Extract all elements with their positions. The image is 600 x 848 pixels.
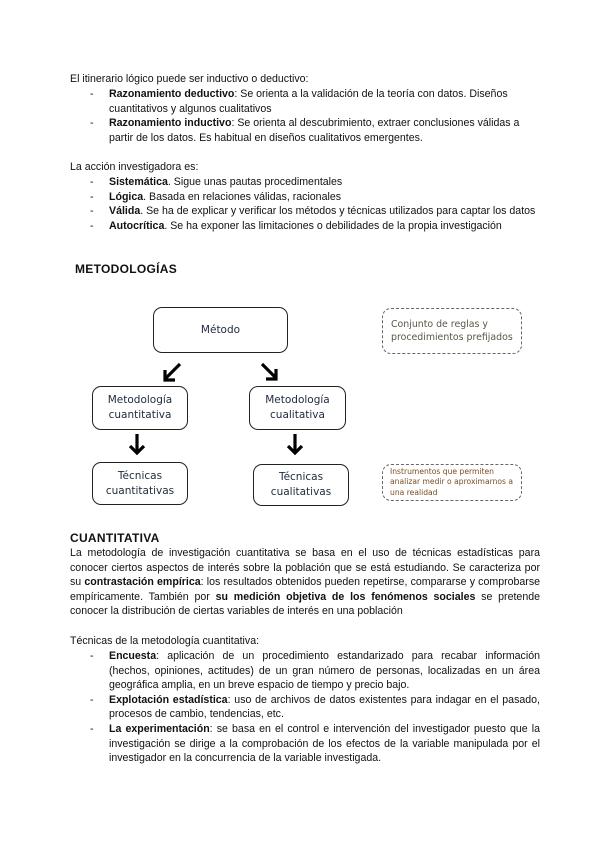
- techniques-intro: Técnicas de la metodología cuantitativa:: [70, 635, 260, 647]
- term: Encuesta: [109, 650, 157, 662]
- separator: :: [231, 117, 238, 130]
- list-marker: -: [90, 176, 94, 188]
- metodologia-cualitativa-box: [249, 386, 346, 430]
- term: La experimentación: [109, 722, 210, 735]
- cuantitativa-paragraph: [70, 546, 540, 619]
- itinerary-intro: El itinerario lógico puede ser inductivo o deductivo:: [70, 73, 309, 85]
- label-line-1: Técnicas: [117, 469, 163, 482]
- description: Basada en relaciones válidas, racionales: [149, 190, 342, 203]
- description: Se ha exponer las limitaciones o debilidades de la propia investigación: [170, 219, 502, 232]
- separator: :: [234, 88, 241, 100]
- tecnicas-definition-note: [382, 464, 522, 501]
- separator: :: [156, 650, 168, 662]
- label-line-2: cuantitativas: [105, 484, 175, 497]
- list-marker: -: [90, 117, 94, 130]
- separator: .: [164, 219, 171, 232]
- list-marker: -: [90, 650, 94, 662]
- emphasis-run: contrastación empírica: [84, 576, 201, 589]
- term: Razonamiento deductivo: [109, 88, 235, 100]
- list-marker: -: [90, 190, 94, 203]
- techniques-list: [88, 649, 540, 766]
- label-line-2: cualitativas: [270, 486, 332, 498]
- arrow-metodo-to-cualitativa: [262, 364, 276, 379]
- list-marker: -: [90, 205, 94, 218]
- label-line-2: cualitativa: [270, 409, 325, 421]
- tecnicas-cuantitativas-box: [92, 462, 188, 505]
- description: Se orienta a la validación de la teoría con datos. Diseños cuantitativos y algunos cualitativos: [109, 88, 508, 115]
- arrow-cuantitativa-to-tecnicas: [130, 434, 144, 453]
- emphasis-run: su medición objetiva de los fenómenos sociales: [215, 590, 476, 603]
- term: Sistemática: [109, 176, 168, 188]
- metodo-definition-note: [382, 308, 522, 354]
- description: uso de archivos de datos existentes para indagar en el pasado, procesos de cambio, tendencias, etc.: [109, 693, 540, 721]
- metodo-note-text: Conjunto de reglas y procedimientos prefijados: [391, 318, 513, 343]
- description: Se ha de explicar y verificar los métodos y técnicas utilizados para captar los datos: [146, 205, 536, 218]
- list-item: [88, 649, 540, 693]
- list-item: [88, 722, 540, 766]
- list-marker: -: [90, 88, 94, 100]
- cuantitativa-heading: CUANTITATIVA: [70, 531, 160, 545]
- term: Explotación estadística: [109, 693, 228, 706]
- list-item: [88, 693, 540, 722]
- label-line-1: Metodología: [107, 394, 173, 406]
- term: Válida: [109, 205, 141, 218]
- description: Sigue unas pautas procedimentales: [173, 176, 343, 188]
- arrow-cualitativa-to-tecnicas: [288, 434, 302, 453]
- separator: .: [140, 205, 147, 218]
- text-run: La metodología de investigación cuantitativa se basa en el uso de técnicas estadísticas para conocer ciertos aspectos de interés sobre la población que se está estudiando. Se caracteriza por su: [70, 547, 540, 589]
- description: se basa en el control e intervención del investigador puesto que la investigación se dirige a la comprobación de los efectos de la variable manipulada por el investigador en la concurrencia de la variable investigada.: [109, 722, 540, 765]
- description: aplicación de un procedimiento estandarizado para recabar información (hechos, opiniones, actitudes) de un gran número de personas, localizadas en un área geográfica amplia, en un breve espacio de tiempo y precio bajo.: [109, 650, 540, 692]
- text-run: se pretende conocer la distribución de ciertas variables de interés en una población: [70, 590, 540, 618]
- tecnicas-note-text: Instrumentos que permiten analizar medir o aproximarnos a una realidad: [390, 466, 514, 497]
- text-run: : los resultados obtenidos pueden repetirse, compararse y comprobarse empíricamente. También por: [70, 576, 541, 603]
- label-line-1: Metodología: [265, 394, 330, 406]
- term: Lógica: [109, 190, 144, 203]
- list-marker: -: [90, 722, 94, 735]
- term: Autocrítica: [109, 219, 165, 232]
- arrow-metodo-to-cuantitativa: [165, 364, 180, 380]
- metodologia-cuantitativa-box: [92, 386, 188, 430]
- action-intro: La acción investigadora es:: [70, 161, 199, 173]
- tecnicas-cualitativas-box: [253, 464, 349, 506]
- label-line-2: cuantitativa: [108, 409, 172, 421]
- separator: .: [167, 176, 174, 188]
- separator: .: [143, 190, 150, 203]
- list-marker: -: [90, 219, 94, 232]
- separator: :: [227, 693, 235, 706]
- description: Se orienta al descubrimiento, extraer conclusiones válidas a partir de los datos. Es habitual en diseños cualitativos emergentes.: [109, 117, 520, 144]
- list-marker: -: [90, 693, 94, 706]
- metodo-box: [153, 307, 288, 353]
- separator: :: [209, 722, 217, 735]
- metodo-label: Método: [200, 323, 241, 336]
- term: Razonamiento inductivo: [109, 117, 232, 130]
- label-line-1: Técnicas: [278, 471, 324, 483]
- metodologias-heading: METODOLOGÍAS: [75, 262, 178, 276]
